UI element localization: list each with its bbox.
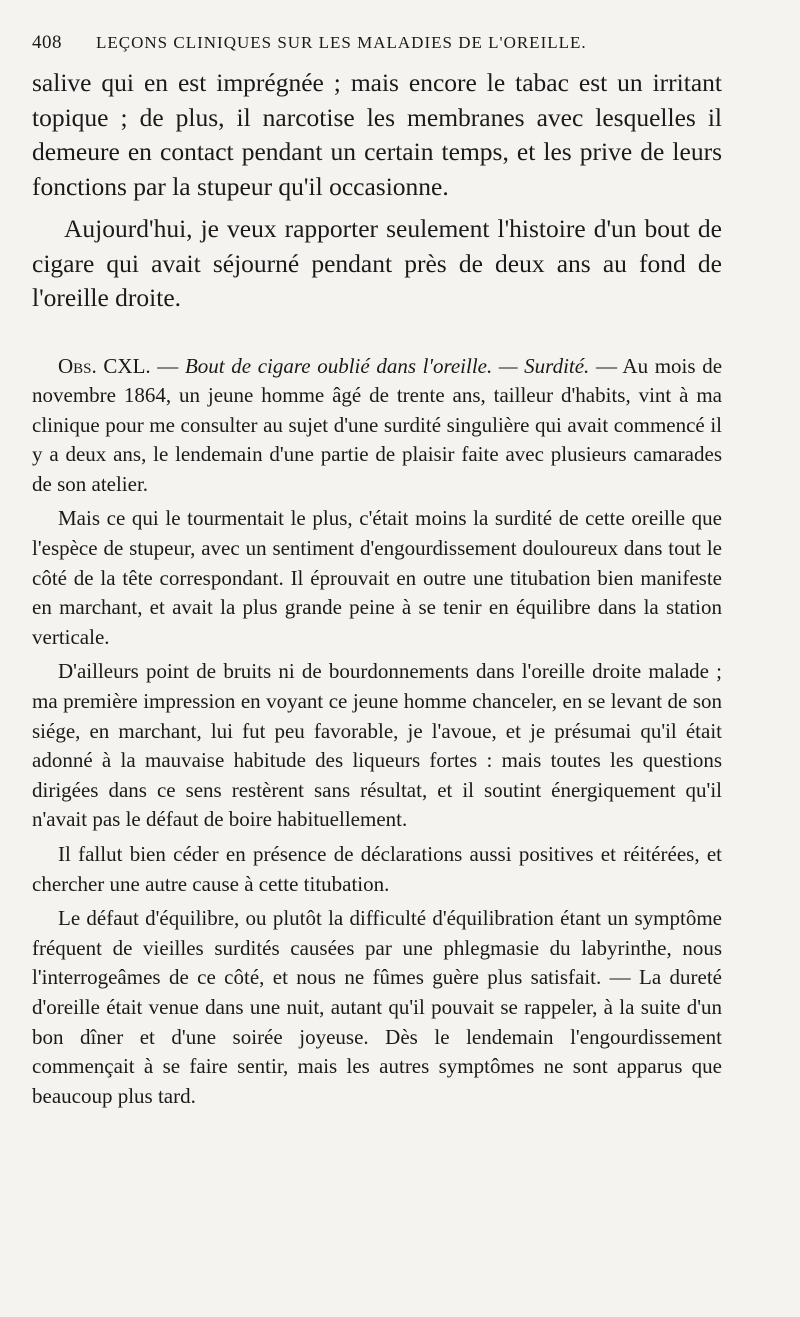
observation-label: Obs. CXL. [58,353,151,378]
observation-paragraph [32,352,722,500]
observation-section [32,352,722,1112]
paragraph: D'ailleurs point de bruits ni de bourdonnements dans l'oreille droite malade ; ma première impression en voyant ce jeune homme chanceler, en se levant de son siége, en marchant, lui fut peu favorable, je l'avoue, et je présumai qu'il était adonné à la mauvaise habitude des liqueurs fortes : mais toutes les questions dirigées dans ce sens restèrent sans résultat, et il soutint énergiquement qu'il n'avait pas le défaut de boire habituellement. [32,659,722,832]
book-page [32,32,722,1111]
observation-text: Au mois de novembre 1864, un jeune homme âgé de trente ans, tailleur d'habits, vint à ma clinique pour me consulter au sujet d'une surdité singulière qui avait commencé il y a deux ans, le lendemain d'une partie de plaisir faite avec plusieurs camarades de son atelier. [32,353,723,496]
paragraph: Le défaut d'équilibre, ou plutôt la difficulté d'équilibration étant un symptôme fréquent de vieilles surdités causées par une phlegmasie du labyrinthe, nous l'interrogeâmes de ce côté, et nous ne fûmes guère plus satisfait. — La dureté d'oreille était venue dans une nuit, autant qu'il pouvait se rappeler, à la suite d'un bon dîner et d'une soirée joyeuse. Dès le lendemain l'engourdissement commençait à se faire sentir, mais les autres symptômes ne sont apparus que beaucoup plus tard. [32,906,722,1108]
paragraph: Mais ce qui le tourmentait le plus, c'était moins la surdité de cette oreille que l'espèce de stupeur, avec un sentiment d'engourdissement douloureux dans tout le côté de la tête correspondant. Il éprouvait en outre une titubation bien manifeste en marchant, et avait la plus grande peine à se tenir en équilibre dans la station verticale. [32,506,722,649]
paragraph-intro: Aujourd'hui, je veux rapporter seulement l'histoire d'un bout de cigare qui avait séjourné pendant près de deux ans au fond de l'oreille droite. [32,214,722,312]
paragraph: Il fallut bien céder en présence de déclarations aussi positives et réitérées, et chercher une autre cause à cette titubation. [32,842,722,896]
paragraph-continuation: salive qui en est imprégnée ; mais encore le tabac est un irritant topique ; de plus, il narcotise les membranes avec lesquelles il demeure en contact pendant un certain temps, et les prive de leurs fonctions par la stupeur qu'il occasionne. [32,68,722,201]
page-number: 408 [32,32,62,53]
running-head [32,32,722,56]
observation-title: Bout de cigare oublié dans l'oreille. — Surdité. [184,353,590,378]
observation-separator: — [589,353,623,378]
observation-separator: — [150,353,185,378]
running-title: LEÇONS CLINIQUES SUR LES MALADIES DE L'OREILLE. [96,33,587,52]
large-text-section [32,66,722,316]
